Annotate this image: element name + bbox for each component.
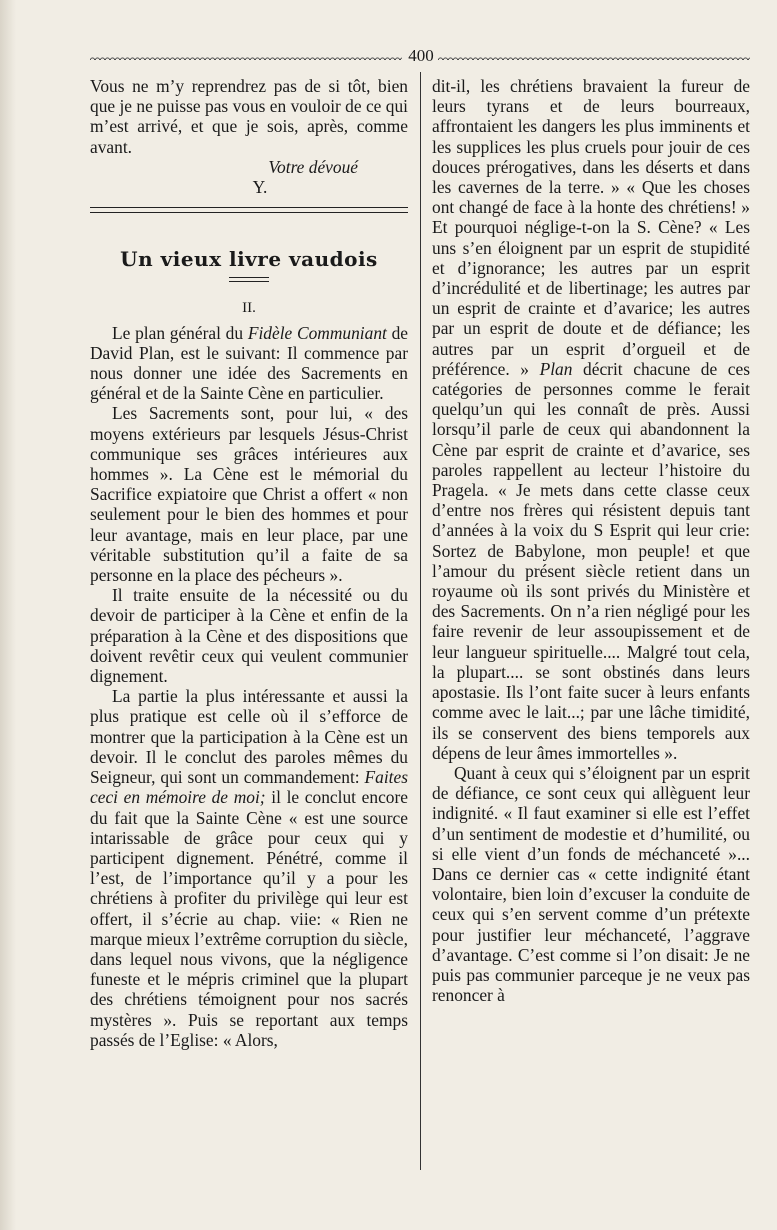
body-paragraph: Les Sacrements sont, pour lui, « des moyens extérieurs par lesquels Jésus-Christ communique ses grâces intérieures aux hommes ». La Cène est le mémorial du Sacrifice expiatoire que Christ a offert « non seulement pour le bien des hommes et pour leur avantage, mais en leur place, par une véritable substitution qu’il a faite de sa personne en la place des pécheurs ». [90,403,408,586]
right-column [432,76,750,1005]
body-paragraph: dit-il, les chrétiens bravaient la fureur de leurs tyrans et de leurs bourreaux, affrontaient les dangers les plus imminents et les supplices les plus cruels pour jouir de ces douces prérogatives, dans les déserts et dans les cavernes de la terre. » « Que les choses ont changé de face à la honte des chrétiens! » Et pourquoi néglige-t-on la S. Cène? « Les uns s’en éloignent par un esprit de stupidité et d’ignorance; les autres par un esprit d’incrédulité et de libertinage; les autres par un esprit de crainte et d’avarice; les autres par un esprit de doute et de défiance; les autres par un esprit d’orgueil et de préférence. » Plan décrit chacune de ces catégories de personnes comme le ferait quelqu’un qui les connaît de près. Aussi lorsqu’il parle de ceux qui abandonnent la Cène par esprit de crainte et d’avarice, ses paroles rappellent au lecteur l’histoire du Pragela. « Je mets dans cette classe ceux d’entre nos frères qui résistent depuis tant d’années à la voix du S Esprit qui leur crie: Sortez de Babylone, mon peuple! et que l’amour du présent siècle retient dans un royaume où ils sont privés du Ministère et des Sacrements. On n’a rien négligé pour les faire revenir de leur assoupissement et de leur langueur spirituelle.... Malgré tout cela, la plupart.... se sont obstinés dans leurs apostasie. Ils l’ont faite sucer à leurs enfants comme avec le lait...; par une lâche timidité, ils se conservent des biens temporels aux dépens de leur âmes immortelles ». [432,76,750,763]
letter-signature: Votre dévoué [268,156,358,177]
column-divider [420,72,421,1170]
section-numeral: II. [242,300,256,317]
left-column [90,76,408,1050]
article-title: Un vieux livre vaudois [120,247,378,272]
body-paragraph: La partie la plus intéressante et aussi la plus pratique est celle où il s’efforce de montrer que la participation à la Cène est un devoir. Il le conclut des paroles mêmes du Seigneur, qui sont un commandement: Faites ceci en mémoire de moi; il le conclut encore du fait que la Sainte Cène « est une source intarissable de grâce pour ceux qui y participent dignement. Pénétré, comme il l’est, de l’importance qu’il y a pour les chrétiens à profiter du privilège qui leur est offert, il s’écrie au chap. viie: « Rien ne marque mieux l’extrême corruption du siècle, dans lequel nous vivons, que la négligence funeste et le mépris criminel que la plupart des chrétiens témoignent pour nos sacrés mystères ». Puis se reportant aux temps passés de l’Eglise: « Alors, [90,686,408,1050]
page-header [90,46,750,66]
page-gutter-shadow [0,0,16,1230]
body-paragraph: Le plan général du Fidèle Communiant de David Plan, est le suivant: Il commence par nous donner une idée des Sacrements en général et de la Sainte Cène en particulier. [90,322,409,404]
title-ornament-rule [229,277,269,282]
body-paragraph: Il traite ensuite de la nécessité ou du devoir de participer à la Cène et enfin de la préparation à la Cène et des dispositions que doivent revêtir ceux qui veulent communier dignement. [90,585,408,687]
wavy-rule-left [90,55,402,61]
wavy-rule-right [438,55,750,61]
letter-closing-paragraph: Vous ne m’y reprendrez pas de si tôt, bien que je ne puisse pas vous en vouloir de ce qui m’est arrivé, et que je sois, après, comme avant. [90,76,408,157]
page-number: 400 [408,46,434,65]
body-paragraph: Quant à ceux qui s’éloignent par un esprit de défiance, ce sont ceux qui allèguent leur indignité. « Il faut examiner si elle est l’effet d’un sentiment de modestie et d’humilité, ou si elle vient d’un fonds de méchanceté »... Dans ce dernier cas « cette indignité étant volontaire, bien loin d’excuser la conduite de ceux qui s’en servent comme d’un prétexte pour justifier leur méchanceté, l’aggrave d’avantage. C’est comme si l’on disait: Je ne puis pas communier parceque je ne veux pas renoncer à [432,762,750,1006]
letter-initial: Y. [252,177,268,198]
section-divider [90,207,408,213]
